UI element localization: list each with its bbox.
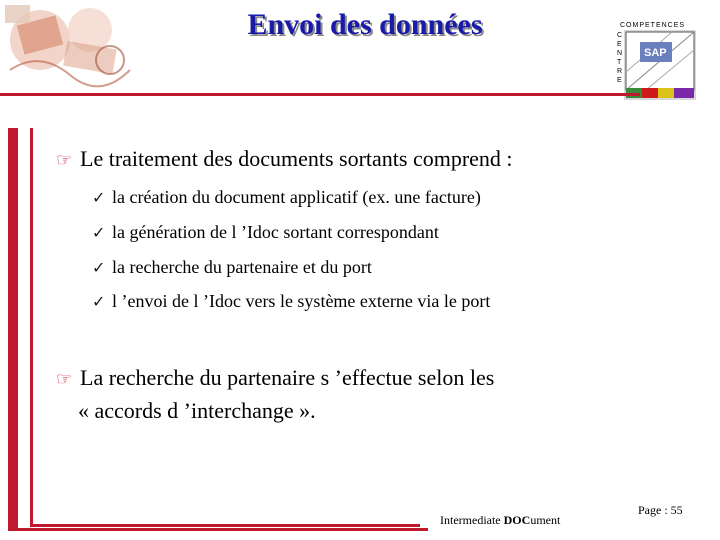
logo-vertical-letters: C E N T R E [617,32,623,84]
checkmark-icon: ✓ [92,190,106,207]
logo-heading: COMPETENCES [620,22,686,29]
pointing-hand-icon: ☞ [56,369,73,389]
left-line-decoration [30,128,33,526]
bullet-2-line2: « accords d ’interchange ». [78,398,316,423]
centre-competences-sap-logo [612,22,700,102]
subitem-1: ✓ la création du document applicatif (ex. une facture) [92,186,481,210]
checkmark-icon: ✓ [92,225,106,242]
subitem-4: ✓ l ’envoi de l ’Idoc vers le système externe via le port [92,290,490,314]
bottom-divider-shadow [8,528,428,531]
bullet-1-text: Le traitement des documents sortants comprend : [80,146,513,171]
slide-title: Envoi des données [247,8,483,41]
checkmark-icon: ✓ [92,260,106,277]
subitem-3: ✓ la recherche du partenaire et du port [92,256,372,280]
bottom-divider [30,524,420,527]
collage-decoration [0,0,140,88]
left-bar-decoration [8,128,18,528]
bullet-1 [56,143,513,176]
page-number: Page : 55 [638,503,683,517]
bullet-2-line1: La recherche du partenaire s ’effectue selon les [80,365,495,390]
subitem-2: ✓ la génération de l ’Idoc sortant correspondant [92,221,439,245]
footer-label: Intermediate DOCument [440,513,561,527]
pointing-hand-icon: ☞ [56,150,73,170]
top-divider [0,93,640,96]
logo-badge: SAP [644,47,667,59]
bullet-2 [56,362,656,427]
checkmark-icon: ✓ [92,294,106,311]
